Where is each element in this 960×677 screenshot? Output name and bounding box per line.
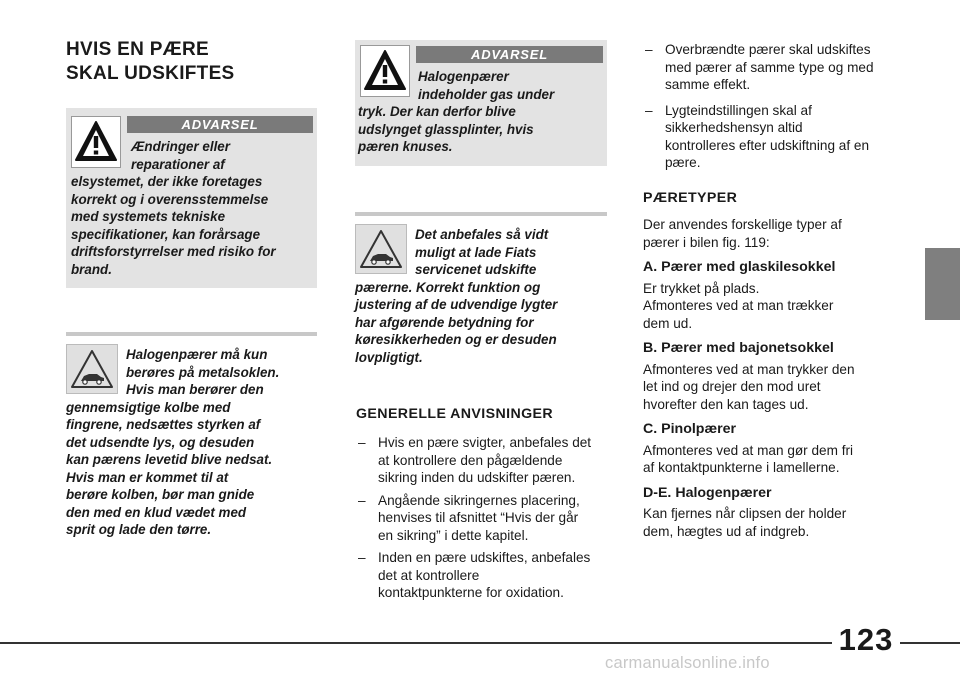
text-line: kontaktpunkterne for oxidation. xyxy=(378,585,564,600)
text-line: gennemsigtige kolbe med xyxy=(66,399,231,415)
text-line: elsystemet, der ikke foretages xyxy=(71,174,263,189)
note-halogen-handling xyxy=(66,332,317,546)
subheading-type-de: D-E. Halogenpærer xyxy=(643,484,772,501)
warning-label: ADVARSEL xyxy=(127,116,313,133)
list-dash: – xyxy=(645,102,653,118)
text-line: Overbrændte pærer skal udskiftes xyxy=(665,42,871,57)
text-line: lovpligtigt. xyxy=(355,349,423,365)
chapter-tab xyxy=(925,248,960,320)
text-line: kan pærens levetid blive nedsat. xyxy=(66,452,273,467)
text-line: Lygteindstillingen skal af xyxy=(665,102,812,118)
section-heading-general: GENERELLE ANVISNINGER xyxy=(356,406,554,422)
text-line: specifikationer, kan forårsage xyxy=(71,226,261,242)
text-line: køresikkerheden og er desuden xyxy=(355,332,557,347)
page-title-line2: SKAL UDSKIFTES xyxy=(66,63,235,84)
page-title-line1: HVIS EN PÆRE xyxy=(66,39,209,60)
text-line: driftsforstyrrelser med risiko for xyxy=(71,244,276,259)
text-line: Der anvendes forskellige typer af xyxy=(643,217,842,232)
text-line: berøre kolben, bør man gnide xyxy=(66,487,255,502)
text-line: Hvis en pære svigter, anbefales det xyxy=(378,435,592,450)
subheading-type-c: C. Pinolpærer xyxy=(643,421,737,437)
text-line: brand. xyxy=(71,261,112,277)
note-text xyxy=(66,346,317,539)
list-item xyxy=(356,492,616,545)
text-line: fingrene, nedsættes styrken af xyxy=(66,417,261,432)
text-line: en sikring” i dette kapitel. xyxy=(378,527,529,543)
warning-text xyxy=(71,138,315,278)
general-list xyxy=(356,434,616,602)
text-line: muligt at lade Fiats xyxy=(415,244,537,260)
warning-box-gas xyxy=(355,40,607,166)
text-line: Afmonteres ved at man trækker xyxy=(643,298,834,313)
text-line: Inden en pære udskiftes, anbefales xyxy=(378,550,591,565)
warning-box-electrical xyxy=(66,108,317,288)
text-line: det at kontrollere xyxy=(378,567,480,583)
subheading-type-b: B. Pærer med bajonetsokkel xyxy=(643,340,834,356)
page-number: 123 xyxy=(832,621,900,659)
list-item xyxy=(356,434,616,487)
text-line: af kontaktpunkterne i lamellerne. xyxy=(643,460,840,475)
text-line: pærerne. Korrekt funktion og xyxy=(355,279,541,295)
text-line: sprit og lade den tørre. xyxy=(66,522,212,537)
text-line: let ind og drejer den mod uret xyxy=(643,379,821,394)
text-line: korrekt og i overensstemmelse xyxy=(71,191,269,207)
text-line: samme effekt. xyxy=(665,77,751,92)
right-column xyxy=(643,41,913,540)
text-line: udslynget glassplinter, hvis xyxy=(358,121,534,137)
list-item xyxy=(643,102,913,172)
text-line: indeholder gas under xyxy=(418,86,555,102)
list-item xyxy=(643,41,913,94)
text-line: berøres på metalsoklen. xyxy=(126,364,280,380)
list-item xyxy=(356,549,616,602)
text-line: sikkerhedshensyn altid xyxy=(665,120,803,135)
text-line: Er trykket på plads. xyxy=(643,280,760,296)
text-line: justering af de udvendige lygter xyxy=(355,297,558,312)
text-line: dem, hægtes ud af indgreb. xyxy=(643,523,810,539)
text-line: henvises til afsnittet “Hvis der går xyxy=(378,510,579,525)
watermark: carmanualsonline.info xyxy=(605,654,770,672)
text-line: dem ud. xyxy=(643,315,693,331)
text-line: Afmonteres ved at man gør dem fri xyxy=(643,442,854,458)
text-line: Halogenpærer må kun xyxy=(126,347,268,362)
section-heading-types: PÆRETYPER xyxy=(643,189,738,206)
text-line: tryk. Der kan derfor blive xyxy=(358,104,516,119)
text-line: Hvis man er kommet til at xyxy=(66,469,229,485)
warning-label: ADVARSEL xyxy=(416,46,603,63)
text-line: Det anbefales så vidt xyxy=(415,227,549,242)
text-line: det udsendte lys, og desuden xyxy=(66,434,255,450)
text-line: pærer i bilen fig. 119: xyxy=(643,234,770,250)
list-dash: – xyxy=(645,42,653,57)
text-line: hvorefter den kan tages ud. xyxy=(643,396,809,412)
text-line: reparationer af xyxy=(131,156,225,172)
text-line: pære. xyxy=(665,155,701,170)
note-text xyxy=(355,226,607,366)
subheading-type-a: A. Pærer med glaskilesokkel xyxy=(643,259,836,275)
list-dash: – xyxy=(358,435,366,450)
page-title xyxy=(66,38,235,86)
text-line: den med en klud vædet med xyxy=(66,504,247,520)
text-line: har afgørende betydning for xyxy=(355,314,534,330)
list-dash: – xyxy=(358,492,366,508)
warning-text xyxy=(358,68,604,156)
text-line: pæren knuses. xyxy=(358,139,453,154)
footer-rule xyxy=(0,642,960,644)
text-line: Angående sikringernes placering, xyxy=(378,492,580,508)
note-fiats-service xyxy=(355,212,607,376)
types-intro xyxy=(643,216,913,251)
list-dash: – xyxy=(358,550,366,565)
text-line: Halogenpærer xyxy=(418,69,509,84)
text-line: med pærer af samme type og med xyxy=(665,59,874,75)
text-line: sikring inden du udskifter pæren. xyxy=(378,470,576,485)
text-line: Afmonteres ved at man trykker den xyxy=(643,361,855,377)
text-line: Ændringer eller xyxy=(131,139,230,154)
text-line: servicenet udskifte xyxy=(415,262,537,277)
text-line: Hvis man berører den xyxy=(126,382,264,397)
text-line: kontrolleres efter udskiftning af en xyxy=(665,137,870,153)
text-line: med systemets tekniske xyxy=(71,209,226,224)
text-line: at kontrollere den pågældende xyxy=(378,452,563,468)
text-line: Kan fjernes når clipsen der holder xyxy=(643,506,847,521)
